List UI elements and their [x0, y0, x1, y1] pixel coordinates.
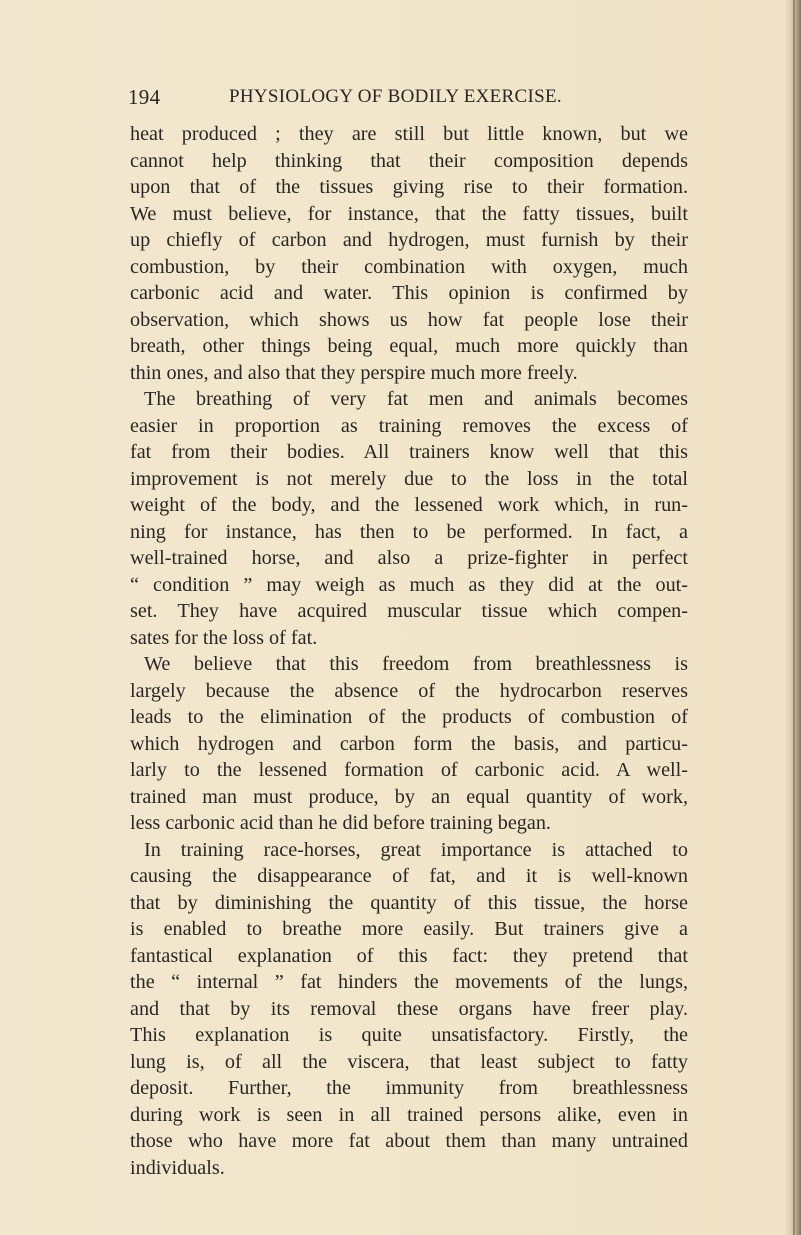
text-line: well-trained horse, and also a prize-fighter in perfect [130, 547, 688, 569]
text-line: thin ones, and also that they perspire much more freely. [130, 361, 578, 384]
text-line: We must believe, for instance, that the fatty tissues, built [130, 202, 688, 225]
text-line: largely because the absence of the hydrocarbon reserves [130, 679, 688, 702]
text-line: fat from their bodies. All trainers know well that this [130, 441, 688, 463]
text-line: less carbonic acid than he did before training began. [130, 812, 551, 834]
text-line: easier in proportion as training removes the excess of [130, 414, 688, 437]
text-line: This explanation is quite unsatisfactory. Firstly, the [130, 1024, 688, 1046]
text-line: weight of the body, and the lessened work which, in run- [130, 494, 688, 516]
text-line: that by diminishing the quantity of this tissue, the horse [130, 891, 688, 914]
text-line: cannot help thinking that their composition depends [130, 149, 688, 172]
page-header [128, 85, 688, 111]
text-line: observation, which shows us how fat people lose their [130, 308, 688, 331]
text-line: trained man must produce, by an equal quantity of work, [130, 785, 688, 808]
text-line: larly to the lessened formation of carbonic acid. A well- [130, 759, 688, 781]
paragraph-start-line: The breathing of very fat men and animals becomes [144, 388, 688, 410]
text-line: sates for the loss of fat. [130, 626, 318, 649]
text-line: improvement is not merely due to the loss in the total [130, 467, 688, 490]
page-edge-line [793, 0, 795, 1235]
text-line: “ condition ” may weigh as much as they did at the out- [130, 573, 688, 596]
paragraph-start-line: In training race-horses, great importance is attached to [144, 838, 688, 861]
text-line: ning for instance, has then to be performed. In fact, a [130, 520, 688, 543]
text-line: fantastical explanation of this fact: they pretend that [130, 944, 688, 967]
text-line: deposit. Further, the immunity from breathlessness [130, 1077, 688, 1099]
body-text [130, 121, 688, 1181]
text-line: lung is, of all the viscera, that least subject to fatty [130, 1050, 688, 1073]
text-line: combustion, by their combination with oxygen, much [130, 255, 688, 278]
text-line: upon that of the tissues giving rise to their formation. [130, 176, 688, 198]
text-line: set. They have acquired muscular tissue which compen- [130, 600, 688, 622]
text-line: breath, other things being equal, much more quickly than [130, 335, 688, 357]
text-line: individuals. [130, 1156, 225, 1179]
paragraph-start-line: We believe that this freedom from breathlessness is [144, 653, 688, 675]
text-line: leads to the elimination of the products of combustion of [130, 706, 688, 728]
text-line: is enabled to breathe more easily. But trainers give a [130, 918, 688, 940]
text-line: up chiefly of carbon and hydrogen, must furnish by their [130, 229, 688, 251]
running-head: PHYSIOLOGY OF BODILY EXERCISE. [229, 86, 562, 107]
text-line: causing the disappearance of fat, and it is well-known [130, 865, 688, 887]
text-line: during work is seen in all trained persons alike, even in [130, 1103, 688, 1126]
text-line: the “ internal ” fat hinders the movements of the lungs, [130, 971, 688, 993]
text-line: and that by its removal these organs have freer play. [130, 997, 688, 1020]
text-line: carbonic acid and water. This opinion is confirmed by [130, 282, 688, 304]
text-line: which hydrogen and carbon form the basis, and particu- [130, 732, 688, 755]
page-number: 194 [128, 85, 161, 109]
text-line: those who have more fat about them than many untrained [130, 1130, 688, 1152]
text-line: heat produced ; they are still but little known, but we [130, 123, 688, 145]
